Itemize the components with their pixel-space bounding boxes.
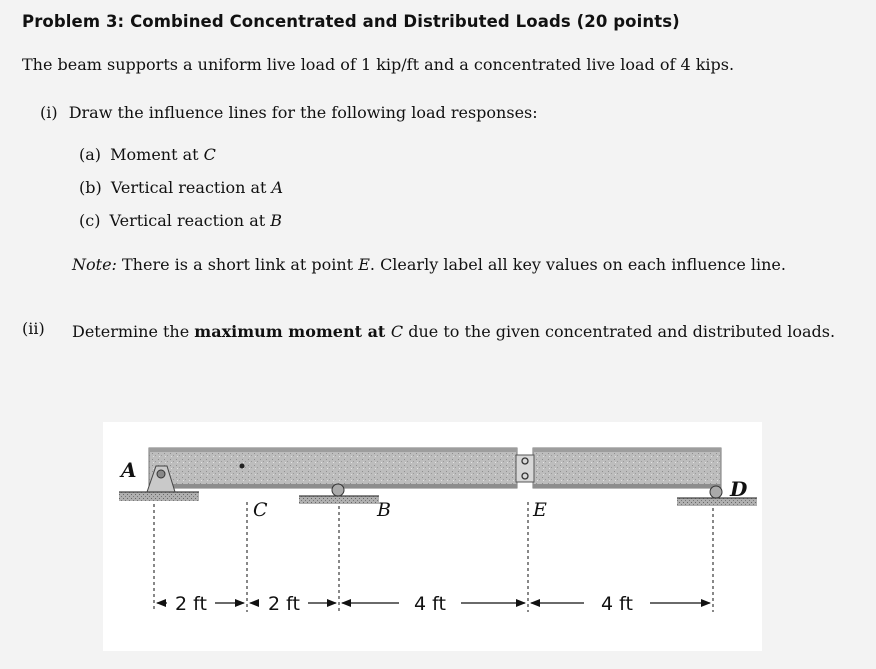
beam-segment-right	[533, 448, 721, 488]
part-i	[40, 103, 538, 122]
item-b-var: A	[271, 178, 284, 197]
label-a: A	[121, 458, 137, 482]
part-ii-text-before: Determine the	[72, 322, 195, 341]
item-b-text: Vertical reaction at	[110, 178, 272, 197]
item-b	[79, 178, 283, 197]
label-d: D	[730, 477, 748, 501]
note-label: Note:	[72, 255, 117, 274]
problem-intro: The beam supports a uniform live load of 1 kip/ft and a concentrated live load of 4 kips.	[22, 55, 735, 74]
dim-e-d: 4 ft	[601, 593, 633, 615]
note-var: E	[358, 255, 370, 274]
problem-heading: Problem 3: Combined Concentrated and Distributed Loads (20 points)	[22, 12, 680, 31]
note-text-before: There is a short link at point	[116, 255, 359, 274]
item-b-marker: (b)	[79, 178, 102, 197]
part-ii	[72, 319, 852, 344]
part-i-marker: (i)	[40, 103, 58, 122]
point-c-marker	[240, 464, 245, 469]
note-text-after: . Clearly label all key values on each influence line.	[369, 255, 786, 274]
part-ii-marker: (ii)	[22, 319, 45, 338]
part-ii-text-after: due to the given concentrated and distributed loads.	[403, 322, 836, 341]
label-e: E	[533, 499, 547, 521]
note	[72, 252, 852, 277]
item-a-text: Moment at	[110, 145, 204, 164]
label-b: B	[377, 499, 391, 521]
item-a-var: C	[203, 145, 216, 164]
item-c-var: B	[270, 211, 283, 230]
dim-b-e: 4 ft	[414, 593, 446, 615]
part-ii-var: C	[390, 322, 404, 341]
item-c-text: Vertical reaction at	[109, 211, 271, 230]
beam-figure	[103, 422, 762, 651]
link-at-e	[516, 455, 534, 482]
part-ii-bold: maximum moment at	[194, 322, 391, 341]
beam-diagram	[103, 422, 762, 651]
item-c	[79, 211, 282, 230]
item-a	[79, 145, 216, 164]
item-a-marker: (a)	[79, 145, 102, 164]
dim-a-c: 2 ft	[175, 593, 207, 615]
label-c: C	[253, 499, 268, 521]
part-i-text: Draw the influence lines for the following load responses:	[68, 103, 538, 122]
item-c-marker: (c)	[79, 211, 101, 230]
dim-c-b: 2 ft	[268, 593, 300, 615]
beam-segment-left	[149, 448, 517, 488]
